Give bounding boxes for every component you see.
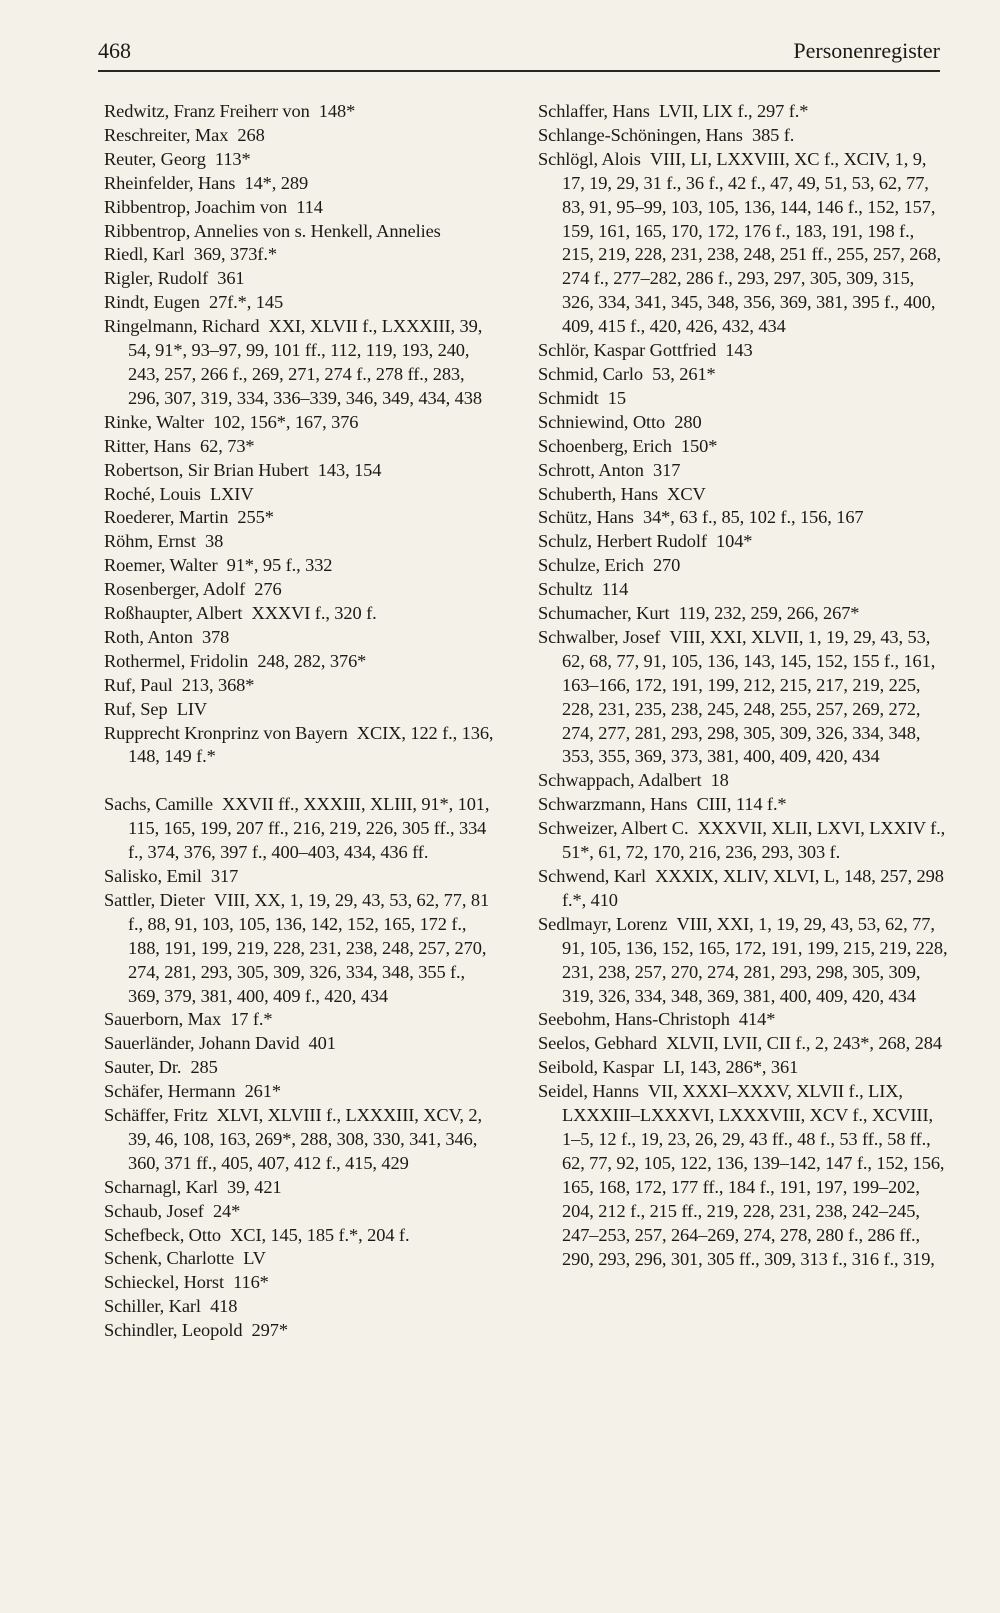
entry-pages: XCV	[667, 483, 706, 504]
index-entry	[538, 339, 948, 363]
index-entry	[104, 291, 494, 315]
index-entry	[104, 1224, 494, 1248]
entry-pages: LI, 143, 286*, 361	[663, 1057, 799, 1078]
entry-name: Rindt, Eugen	[104, 292, 200, 313]
index-entry	[104, 100, 494, 124]
entry-pages: XCI, 145, 185 f.*, 204 f.	[230, 1224, 410, 1245]
index-entry	[538, 626, 948, 769]
entry-pages: 24*	[212, 1200, 241, 1221]
index-entry	[538, 1008, 948, 1032]
index-entry	[104, 1247, 494, 1271]
entry-pages: 38	[205, 531, 224, 552]
entry-name: Schweizer, Albert C.	[538, 818, 689, 839]
entry-name: Roßhaupter, Albert	[104, 603, 243, 624]
index-entry	[104, 243, 494, 267]
entry-name: Rigler, Rudolf	[104, 268, 209, 289]
entry-pages: 91*, 95 f., 332	[226, 555, 333, 576]
entry-name: Schlange-Schöningen, Hans	[538, 124, 743, 145]
entry-pages: 213, 368*	[181, 674, 255, 695]
entry-name: Sattler, Dieter	[104, 889, 205, 910]
entry-name: Schuberth, Hans	[538, 483, 659, 504]
entry-pages: 143	[725, 340, 753, 361]
entry-pages: LIV	[176, 698, 208, 719]
index-entry	[538, 554, 948, 578]
entry-pages: 280	[674, 411, 702, 432]
index-entry	[104, 1200, 494, 1224]
entry-name: Schlör, Kaspar Gottfried	[538, 340, 717, 361]
entry-pages: XXXVII, XLII, LXVI, LXXIV f., 51*, 61, 72, 170, 216, 236, 293, 303 f.	[562, 818, 946, 863]
index-entry	[104, 459, 494, 483]
entry-name: Schütz, Hans	[538, 507, 634, 528]
entry-pages: 369, 373f.*	[193, 244, 277, 265]
index-entry	[538, 1056, 948, 1080]
index-entry	[104, 1032, 494, 1056]
entry-name: Schiller, Karl	[104, 1296, 201, 1317]
entry-name: Sauerländer, Johann David	[104, 1033, 300, 1054]
index-entry	[104, 650, 494, 674]
index-entry	[104, 554, 494, 578]
index-entry	[538, 100, 948, 124]
entry-name: Rupprecht Kronprinz von Bayern	[104, 722, 348, 743]
entry-name: Seelos, Gebhard	[538, 1033, 658, 1054]
entry-pages: 119, 232, 259, 266, 267*	[678, 603, 860, 624]
index-entry	[104, 435, 494, 459]
entry-name: Ruf, Sep	[104, 698, 168, 719]
entry-name: Schrott, Anton	[538, 459, 644, 480]
entry-name: Schenk, Charlotte	[104, 1248, 235, 1269]
index-entry	[538, 769, 948, 793]
entry-pages: VIII, LI, LXXVIII, XC f., XCIV, 1, 9, 17, 19, 29, 31 f., 36 f., 42 f., 47, 49, 51, 53, 62, 77, 83, 91, 95–99, 103, 105, 136, 144, 146 f., 152, 157, 159, 161, 165, 170, 172, 176 f., 183, 191, 198 f., 215, 219, 228, 231, 238, 248, 251 ff., 255, 257, 268, 274 f., 277–282, 286 f., 293, 297, 305, 309, 315, 326, 334, 341, 345, 348, 356, 369, 381, 395 f., 400, 409, 415 f., 420, 426, 432, 434	[562, 148, 942, 337]
index-entry	[538, 530, 948, 554]
entry-pages: 15	[607, 387, 626, 408]
entry-pages: 268	[237, 124, 265, 145]
entry-pages: LXIV	[209, 483, 254, 504]
entry-pages: 255*	[237, 507, 274, 528]
entry-name: Rheinfelder, Hans	[104, 172, 236, 193]
entry-name: Schultz	[538, 579, 593, 600]
entry-pages: 414*	[738, 1009, 776, 1030]
entry-pages: 39, 421	[227, 1176, 282, 1197]
entry-name: Schefbeck, Otto	[104, 1224, 221, 1245]
entry-pages: 385 f.	[751, 124, 795, 145]
entry-name: Scharnagl, Karl	[104, 1176, 218, 1197]
index-entry	[538, 1080, 948, 1271]
entry-name: Ruf, Paul	[104, 674, 173, 695]
entry-name: Sauerborn, Max	[104, 1009, 222, 1030]
right-column	[538, 100, 948, 1271]
entry-pages: XXVII ff., XXXIII, XLIII, 91*, 101, 115, 165, 199, 207 ff., 216, 219, 226, 305 ff., 334 f., 374, 376, 397 f., 400–403, 434, 436 ff.	[128, 794, 490, 863]
index-entry	[104, 1176, 494, 1200]
entry-name: Riedl, Karl	[104, 244, 185, 265]
entry-name: Redwitz, Franz Freiherr von	[104, 101, 310, 121]
entry-name: Schlögl, Alois	[538, 148, 641, 169]
entry-pages: 53, 261*	[652, 363, 716, 384]
index-entry	[538, 435, 948, 459]
entry-name: Rothermel, Fridolin	[104, 650, 249, 671]
entry-pages: 116*	[233, 1272, 269, 1293]
entry-name: Ritter, Hans	[104, 435, 191, 456]
entry-name: Schulz, Herbert Rudolf	[538, 531, 707, 552]
index-entry	[104, 602, 494, 626]
index-entry	[538, 506, 948, 530]
entry-name: Seebohm, Hans-Christoph	[538, 1009, 730, 1030]
index-entry	[104, 506, 494, 530]
entry-name: Roth, Anton	[104, 626, 193, 647]
entry-name: Seibold, Kaspar	[538, 1057, 654, 1078]
entry-pages: 317	[653, 459, 681, 480]
entry-pages: 401	[308, 1033, 336, 1054]
entry-pages: VIII, XXI, XLVII, 1, 19, 29, 43, 53, 62, 68, 77, 91, 105, 136, 143, 145, 152, 155 f., 161, 163–166, 172, 191, 199, 212, 215, 217, 219, 225, 228, 231, 235, 238, 245, 248, 255, 257, 269, 272, 274, 277, 281, 293, 298, 305, 309, 326, 334, 348, 353, 355, 369, 373, 381, 400, 409, 420, 434	[562, 626, 936, 767]
entry-name: Sachs, Camille	[104, 794, 213, 815]
entry-pages: XLVI, XLVIII f., LXXXIII, XCV, 2, 39, 46, 108, 163, 269*, 288, 308, 330, 341, 346, 360, 371 ff., 405, 407, 412 f., 415, 429	[128, 1105, 482, 1173]
entry-pages: 17 f.*	[230, 1009, 273, 1030]
index-entry	[104, 172, 494, 196]
entry-name: Schäfer, Hermann	[104, 1081, 236, 1102]
entry-name: Schlaffer, Hans	[538, 101, 650, 121]
running-title: Personenregister	[793, 38, 940, 63]
entry-name: Röhm, Ernst	[104, 531, 196, 552]
entry-name: Schwappach, Adalbert	[538, 770, 702, 791]
index-entry	[538, 459, 948, 483]
entry-pages: 297*	[251, 1320, 288, 1341]
index-entry	[104, 1080, 494, 1104]
index-entry	[104, 267, 494, 291]
entry-name: Ringelmann, Richard	[104, 316, 260, 337]
index-entry	[104, 578, 494, 602]
entry-pages: 361	[217, 268, 245, 289]
index-entry	[538, 602, 948, 626]
index-entry	[538, 793, 948, 817]
entry-pages: LV	[243, 1248, 266, 1269]
index-entry	[104, 793, 494, 865]
entry-pages: 378	[201, 626, 230, 647]
index-entry	[538, 387, 948, 411]
entry-pages: 148*	[318, 101, 356, 121]
entry-pages: 102, 156*, 167, 376	[213, 411, 359, 432]
entry-pages: VII, XXXI–XXXV, XLVII f., LIX, LXXXIII–LXXXVI, LXXXVIII, XCV f., XCVIII, 1–5, 12 f., 19, 23, 26, 29, 43 ff., 48 f., 53 ff., 58 ff., 62, 77, 92, 105, 122, 136, 139–142, 147 f., 152, 156, 165, 168, 172, 177 ff., 184 f., 191, 197, 199–202, 204, 212 f., 215 ff., 219, 228, 231, 238, 242–245, 247–253, 257, 264–269, 274, 278, 280 f., 286 ff., 290, 293, 296, 301, 305 ff., 309, 313 f., 316 f., 319,	[562, 1081, 945, 1269]
index-entry	[104, 674, 494, 698]
entry-pages: 248, 282, 376*	[257, 650, 367, 671]
entry-name: Schniewind, Otto	[538, 411, 666, 432]
entry-name: Rosenberger, Adolf	[104, 579, 246, 600]
index-entry	[538, 411, 948, 435]
entry-pages: 143, 154	[317, 459, 382, 480]
index-entry	[538, 865, 948, 913]
entry-pages: XXXVI f., 320 f.	[251, 603, 377, 624]
index-entry	[538, 483, 948, 507]
index-entry	[538, 363, 948, 387]
entry-pages: XCIX, 122 f., 136, 148, 149 f.*	[128, 722, 494, 767]
entry-name: Roemer, Walter	[104, 555, 218, 576]
entry-name: Ribbentrop, Joachim von	[104, 196, 288, 217]
index-entry	[104, 315, 494, 411]
entry-name: Sedlmayr, Lorenz	[538, 913, 668, 934]
index-entry	[104, 1056, 494, 1080]
entry-name: Schwend, Karl	[538, 866, 646, 886]
entry-name: Roederer, Martin	[104, 507, 229, 528]
index-entry	[104, 148, 494, 172]
index-entry	[104, 626, 494, 650]
entry-name: Seidel, Hanns	[538, 1081, 639, 1102]
index-entry	[104, 1271, 494, 1295]
section-gap	[104, 769, 494, 793]
entry-pages: 34*, 63 f., 85, 102 f., 156, 167	[642, 507, 864, 528]
index-entry	[538, 148, 948, 339]
index-entry	[104, 1295, 494, 1319]
entry-pages: 285	[190, 1057, 218, 1078]
index-entry	[538, 1032, 948, 1056]
entry-pages: 418	[210, 1296, 238, 1317]
index-entry	[538, 578, 948, 602]
entry-pages: 114	[296, 196, 323, 217]
entry-name: Schwalber, Josef	[538, 626, 661, 647]
index-entry	[104, 1008, 494, 1032]
entry-pages: 104*	[716, 531, 753, 552]
entry-name: Schaub, Josef	[104, 1200, 204, 1221]
entry-pages: 317	[210, 865, 239, 886]
entry-pages: 261*	[244, 1081, 281, 1102]
entry-pages: 18	[710, 770, 729, 791]
entry-name: Ribbentrop, Annelies von s. Henkell, Annelies	[104, 220, 441, 241]
index-entry	[538, 124, 948, 148]
page-header	[98, 34, 940, 72]
entry-name: Schindler, Leopold	[104, 1320, 243, 1341]
entry-name: Schulze, Erich	[538, 555, 644, 576]
index-entry	[104, 411, 494, 435]
index-entry	[538, 817, 948, 865]
entry-pages: XXXIX, XLIV, XLVI, L, 148, 257, 298 f.*, 410	[562, 866, 944, 910]
index-entry	[104, 722, 494, 770]
entry-name: Schmid, Carlo	[538, 363, 643, 384]
entry-name: Salisko, Emil	[104, 865, 202, 886]
entry-name: Robertson, Sir Brian Hubert	[104, 459, 309, 480]
index-entry	[104, 865, 494, 889]
index-entry	[104, 1104, 494, 1176]
entry-name: Rinke, Walter	[104, 411, 205, 432]
entry-pages: 276	[254, 579, 282, 600]
entry-pages: LVII, LIX f., 297 f.*	[658, 101, 809, 121]
index-entry	[104, 530, 494, 554]
index-entry	[104, 698, 494, 722]
entry-name: Schumacher, Kurt	[538, 603, 670, 624]
entry-name: Schäffer, Fritz	[104, 1105, 208, 1126]
entry-pages: 113*	[214, 148, 251, 169]
index-entry	[104, 483, 494, 507]
entry-pages: 14*, 289	[244, 172, 309, 193]
entry-pages: 27f.*, 145	[208, 292, 284, 313]
entry-pages: CIII, 114 f.*	[696, 794, 787, 815]
entry-name: Schwarzmann, Hans	[538, 794, 688, 815]
entry-name: Schmidt	[538, 387, 599, 408]
entry-pages: 270	[652, 555, 681, 576]
index-entry	[538, 913, 948, 1009]
entry-pages: XXI, XLVII f., LXXXIII, 39, 54, 91*, 93–97, 99, 101 ff., 112, 119, 193, 240, 243, 257, 266 f., 269, 271, 274 f., 278 ff., 283, 296, 307, 319, 334, 336–339, 346, 349, 434, 438	[128, 316, 483, 408]
entry-name: Roché, Louis	[104, 483, 201, 504]
entry-name: Reschreiter, Max	[104, 124, 229, 145]
index-entry	[104, 889, 494, 1009]
entry-pages: VIII, XX, 1, 19, 29, 43, 53, 62, 77, 81 f., 88, 91, 103, 105, 136, 142, 152, 165, 172 f., 188, 191, 199, 219, 228, 231, 238, 248, 257, 270, 274, 281, 293, 305, 309, 326, 334, 348, 355 f., 369, 379, 381, 400, 409 f., 420, 434	[128, 889, 490, 1006]
entry-pages: XLVII, LVII, CII f., 2, 243*, 268, 284	[666, 1033, 942, 1054]
entry-pages: 114	[601, 579, 629, 600]
entry-name: Schoenberg, Erich	[538, 435, 672, 456]
entry-name: Sauter, Dr.	[104, 1057, 182, 1078]
index-entry	[104, 1319, 494, 1343]
entry-pages: VIII, XXI, 1, 19, 29, 43, 53, 62, 77, 91, 105, 136, 152, 165, 172, 191, 199, 215, 219, 228, 231, 238, 257, 270, 274, 281, 293, 298, 305, 309, 319, 326, 334, 348, 369, 381, 400, 409, 420, 434	[562, 913, 948, 1006]
entry-pages: 62, 73*	[200, 435, 255, 456]
entry-name: Reuter, Georg	[104, 148, 206, 169]
left-column	[104, 100, 494, 1343]
page-number: 468	[98, 38, 131, 63]
entry-name: Schieckel, Horst	[104, 1272, 224, 1293]
index-entry	[104, 220, 494, 244]
index-entry	[104, 124, 494, 148]
index-entry	[104, 196, 494, 220]
entry-pages: 150*	[680, 435, 718, 456]
